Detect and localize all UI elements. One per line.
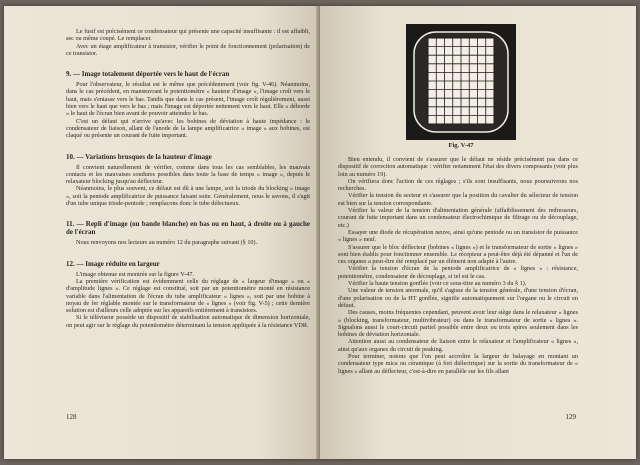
right-text-column xyxy=(338,156,578,375)
paragraph: C'est un défaut qui n'arrive qu'avec les bobines de déviation à haute impédance : le condensateur de liaison, allant de l'anode de la lampe amplificatrice « image » aux bobines, est claqué ou présente un courant de fuite important. xyxy=(66,117,310,140)
paragraph: Le fusif est précisément ce condensateur qui présente une capacité insuffisante : il est affaibli, sec ou même coupé. Le remplacer. xyxy=(66,28,310,43)
left-text-column xyxy=(66,28,310,329)
paragraph: La première vérification est évidemment celle du réglage de « largeur d'image » ou « d'amplitude lignes ». Ce réglage est constitué, soit par un potentiomètre monté en résistance variable dans l'alimentation de l'écran du tube amplificateur « lignes », soit par une bobine à noyau de fer réglable montée sur le transformateur de « lignes » (voir fig. V-5) ; cette dernière solution est d'ailleurs celle adoptée sur les appareils entièrement à transistors. xyxy=(66,277,310,315)
paragraph: Pour terminer, notons que l'on peut accroître la largeur de balayage en montant un condensateur type mica ou céramique (à fort diélectrique) sur la sortie du transformateur de « lignes » allant au déflecteur, c'est-à-dire en parallèle sur les fils allant xyxy=(338,353,578,375)
paragraph: Il convient naturellement de vérifier, comme dans tous les cas semblables, les mauvais contacts et les mauvaises soudures possibles dans toute la base de temps « image », depuis le relaxateur blocking jusqu'au déflecteur. xyxy=(66,163,310,186)
paragraph: Des causes, moins fréquentes cependant, peuvent avoir leur siège dans le relaxateur « lignes » (blocking, transformateur, multivibrateur) ou dans le transformateur de sortie « lignes ». Signalons aussi le court-circuit partiel possible entre deux ou trois spires seulement dans les bobines de déviation horizontale. xyxy=(338,309,578,339)
paragraph: Pour l'observateur, le résultat est le même que précédemment (voir fig. V-46). Néanmoins, dans le cas précédent, en manœuvrant le potentiomètre « hauteur d'image », l'image croît vers le haut, mais s'entasse vers le bas. Tandis que dans le cas présent, l'image croît régulièrement, aussi bien vers le haut que vers le bas ; mais l'image est déportée nettement vers le haut. Elle « déborde » le haut de l'écran bien avant de pouvoir atteindre le bas. xyxy=(66,81,310,118)
paragraph: Vérifier la tension d'écran de la pentode amplificatrice de « lignes » : résistance, potentiomètre, condensateur de découplage, si tel est le cas. xyxy=(338,265,578,280)
paragraph: Vérifier la valeur de la tension d'alimentation générale (affaiblissement des redresseurs, courant de fuite important dans un condensateur électrochimique de filtrage ou de découplage, etc.) xyxy=(338,207,578,229)
figure-caption: Fig. V-47 xyxy=(448,142,474,149)
paragraph: S'assurer que le bloc déflecteur (bobines « lignes ») et le transformateur de sortie « lignes » sont bien établis pour fonctionner ensemble. Le récepteur a peut-être déjà été dépanné et l'un de ces organes a peut-être été remplacé par un élément non adapté à l'autre. xyxy=(338,243,578,266)
paragraph: Essayer une diode de récupération neuve, ainsi qu'une pentode ou un transistor de puissance « lignes » neuf. xyxy=(338,228,578,244)
left-page xyxy=(4,6,320,459)
paragraph: Une valeur de tension anormale, qu'il s'agisse de la tension générale, d'une tension d'écran, d'une polarisation ou de la HT gonflée, signifie automatiquement sur l'organe ou le circuit en défaut. xyxy=(338,287,578,309)
tv-screen-illustration xyxy=(406,24,516,140)
page-number: 129 xyxy=(565,413,576,421)
paragraph: Bien entendu, il convient de s'assurer que le défaut ne réside précisément pas dans ce dispositif de correction automatique : vérifier notamment l'état des divers composants (voir plus loin au numéro 19). xyxy=(338,156,578,178)
paragraph: On vérifiera donc l'action de ces réglages ; s'ils sont insuffisants, nous poursuivrons nos recherches. xyxy=(338,177,578,193)
paragraph: Néanmoins, le plus souvent, ce défaut est dû à une lampe, soit la triode du blocking « image », soit la pentode amplificatrice de puissance faisant suite. Généralement, nous le savons, il s'agit d'un tube unique triode-pentode ; remplacons donc le tube défectueux. xyxy=(66,185,310,208)
paragraph: Nous renvoyons nos lecteurs au numéro 12 du paragraphe suivant (§ 10). xyxy=(76,239,258,247)
paragraph: Vérifier la haute tension gonflée (voir ce sous-titre au numéro 3 du § 1). xyxy=(348,280,527,288)
paragraph: Si le téléviseur possède un dispositif de stabilisation automatique de dimension horizontale, on peut agir sur le réglage du potentiomètre déterminant la tension appliquée à la résistance VDR. xyxy=(66,314,310,329)
paragraph: Avec un étage amplificateur à transistor, vérifier le point de fonctionnement (polarisation) de ce transistor. xyxy=(66,42,310,57)
section-heading: 10. — Variations brusques de la hauteur d'image xyxy=(66,152,212,161)
paragraph: Attention aussi au condensateur de liaison entre le relaxateur et l'amplificateur « lignes », ainsi qu'aux organes du circuit de peaking. xyxy=(338,338,578,353)
paragraph: Vérifier la tension du secteur et s'assurer que la position du cavalier du sélecteur de tension est bien sur la tension correspondante. xyxy=(338,192,578,207)
figure-tv-screen xyxy=(406,24,516,140)
section-heading: 11. — Repli d'image (ou bande blanche) en bas ou en haut, à droite ou à gauche de l'écran xyxy=(66,220,310,237)
section-heading: 12. — Image réduite en largeur xyxy=(66,259,160,268)
page-number: 128 xyxy=(66,413,77,421)
book-spread xyxy=(4,6,636,459)
section-heading: 9. — Image totalement déportée vers le haut de l'écran xyxy=(66,70,230,79)
right-page xyxy=(320,6,636,459)
paragraph: L'image obtenue est montrée sur la figure V-47. xyxy=(76,270,194,278)
